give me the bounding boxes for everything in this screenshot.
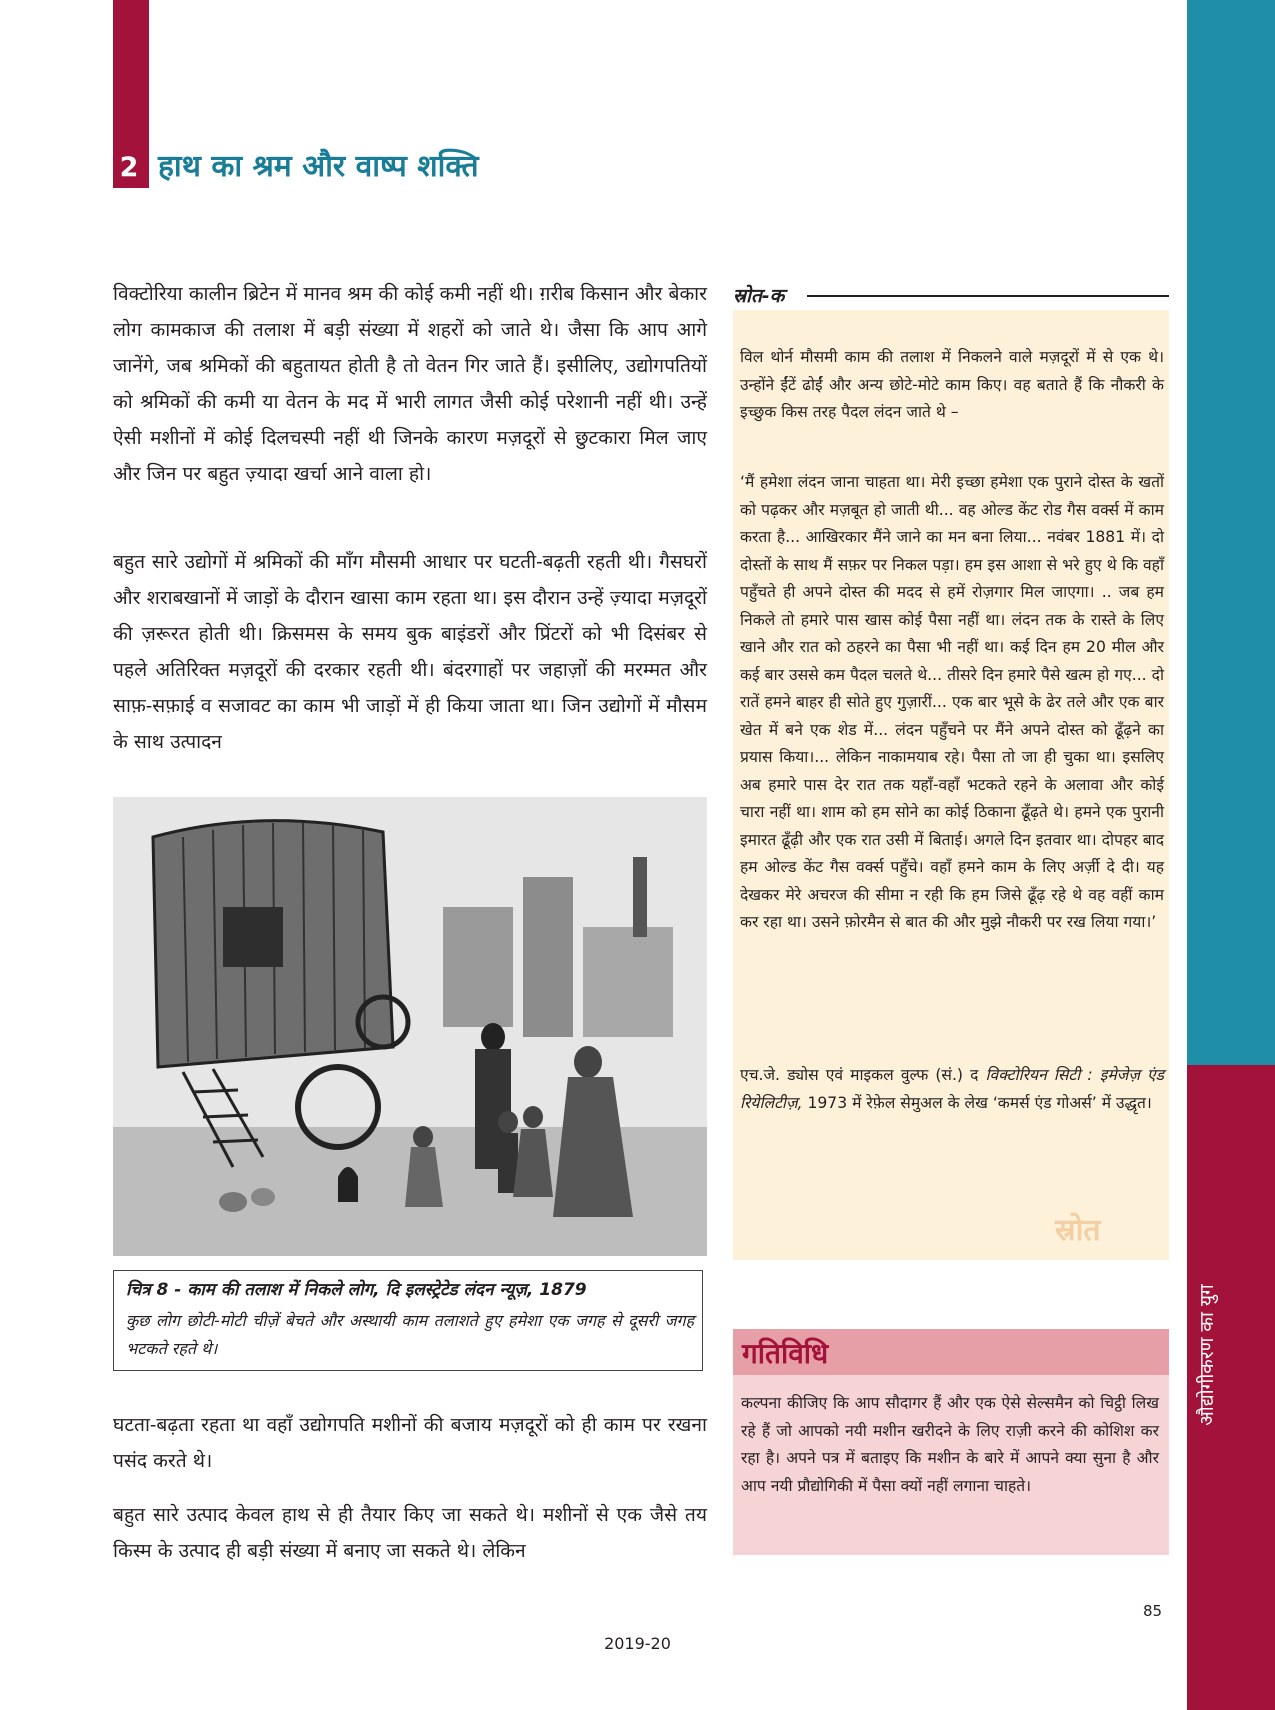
section-title: हाथ का श्रम और वाष्प शक्ति xyxy=(158,149,479,184)
source-intro: विल थोर्न मौसमी काम की तलाश में निकलने वाले मज़दूरों में से एक थे। उन्होंने ईंटें ढोईं और अन्य छोटे-मोटे काम किए। वह बताते हैं कि नौकरी के इच्छुक किस तरह पैदल लंदन जाते थे – xyxy=(740,348,1164,421)
activity-text: कल्पना कीजिए कि आप सौदागर हैं और एक ऐसे सेल्समैन को चिट्ठी लिख रहे हैं जो आपको नयी मशीन खरीदने के लिए राज़ी करने की कोशिश कर रहा है। अपने पत्र में बताइए कि मशीन के बारे में आपने क्या सुना है और आप नयी प्रौद्योगिकी में पैसा क्यों नहीं लगाना चाहते। xyxy=(741,1394,1159,1495)
source-heading: स्रोत-क xyxy=(733,285,785,307)
section-number: 2 xyxy=(113,148,145,188)
figure-caption-text: कुछ लोग छोटी-मोटी चीज़ें बेचते और अस्थायी काम तलाशते हुए हमेशा एक जगह से दूसरी जगह भटकते रहते थे। xyxy=(126,1311,694,1358)
citation-suffix: 1973 में रेफ़ेल सेमुअल के लेख ‘कमर्स एंड गोअर्स’ में उद्धृत। xyxy=(802,1093,1152,1112)
source-watermark: स्रोत xyxy=(1055,1213,1101,1248)
body-paragraph-2: बहुत सारे उद्योगों में श्रमिकों की माँग मौसमी आधार पर घटती-बढ़ती रहती थी। गैसघरों और शराबखानों में जाड़ों के दौरान खासा काम रहता था। इस दौरान उन्हें ज़्यादा मज़दूरों की ज़रूरत होती थी। क्रिसमस के समय बुक बाइंडरों और प्रिंटरों को भी दिसंबर से पहले अतिरिक्त मज़दूरों की दरकार रहती थी। बंदरगाहों पर जहाज़ों की मरम्मत और साफ़-सफ़ाई व सजावट का काम भी जाड़ों में ही किया जाता था। जिन उद्योगों में मौसम के साथ उत्पादन xyxy=(113,550,707,753)
figure-caption-box xyxy=(113,1270,703,1371)
edition-year: 2019-20 xyxy=(604,1634,671,1653)
body-paragraph-3: घटता-बढ़ता रहता था वहाँ उद्योगपति मशीनों की बजाय मज़दूरों को ही काम पर रखना पसंद करते थे। xyxy=(113,1413,707,1472)
edge-strip-teal xyxy=(1187,0,1275,1065)
citation-prefix: एच.जे. ड्योस एवं माइकल वुल्फ (सं.) द xyxy=(740,1066,986,1084)
citation-title: विक्टोरियन सिटी : इमेजेज़ एंड रियेलिटीज़, xyxy=(740,1066,1164,1112)
chapter-side-label: औद्योगीकरण का युग xyxy=(1196,1284,1218,1426)
illustration-caravan xyxy=(113,797,707,1256)
source-heading-rule xyxy=(807,295,1169,297)
body-paragraph-4: बहुत सारे उत्पाद केवल हाथ से ही तैयार किए जा सकते थे। मशीनों से एक जैसे तय किस्म के उत्पाद ही बड़ी संख्या में बनाए जा सकते थे। लेकिन xyxy=(113,1503,707,1562)
page-number: 85 xyxy=(1143,1602,1163,1620)
activity-title: गतिविधि xyxy=(742,1337,829,1370)
source-citation xyxy=(740,1062,1164,1117)
source-quote: ‘मैं हमेशा लंदन जाना चाहता था। मेरी इच्छा हमेशा एक पुराने दोस्त के खतों को पढ़कर और मज़बूत हो जाती थी... वह ओल्ड केंट रोड गैस वर्क्स में काम करता है... आखिरकार मैंने जाने का मन बना लिया... नवंबर 1881 में। दो दोस्तों के साथ मैं सफ़र पर निकल पड़ा। हम इस आशा से भरे हुए थे कि वहाँ पहुँचते ही अपने दोस्त की मदद से हमें रोज़गार मिल जाएगा। .. जब हम निकले तो हमारे पास खास कोई पैसा नहीं था। लंदन तक के रास्ते के लिए खाने और रात को ठहरने का पैसा भी नहीं था। कई दिन हम 20 मील और कई बार उससे कम पैदल चलते थे... तीसरे दिन हमारे पैसे खत्म हो गए... दो रातें हमने बाहर ही सोते हुए गुज़ारीं... एक बार भूसे के ढेर तले और एक बार खेत में बने एक शेड में... लंदन पहुँचने पर मैंने अपने दोस्त को ढूँढ़ने का प्रयास किया।... लेकिन नाकामयाब रहे। पैसा तो जा ही चुका था। इसलिए अब हमारे पास देर रात तक यहाँ-वहाँ भटकते रहने के अलावा और कोई चारा नहीं था। शाम को हम सोने का कोई ठिकाना ढूँढ़ते थे। हमने एक पुरानी इमारत ढूँढ़ी और एक रात उसी में बिताई। अगले दिन इतवार था। दोपहर बाद हम ओल्ड केंट गैस वर्क्स पहुँचे। वहाँ हमने काम के लिए अर्ज़ी दे दी। यह देखकर मेरे अचरज की सीमा न रही कि हम जिसे ढूँढ़ रहे थे वह वहीं काम कर रहा था। उसने फ़ोरमैन से बात की और मुझे नौकरी पर रख लिया गया।’ xyxy=(740,473,1164,931)
figure-caption-title: चित्र 8 - काम की तलाश में निकले लोग, दि इलस्ट्रेटेड लंदन न्यूज़, 1879 xyxy=(126,1280,587,1300)
body-paragraph-1: विक्टोरिया कालीन ब्रिटेन में मानव श्रम की कोई कमी नहीं थी। ग़रीब किसान और बेकार लोग कामकाज की तलाश में बड़ी संख्या में शहरों को जाते थे। जैसा कि आप आगे जानेंगे, जब श्रमिकों की बहुतायत होती है तो वेतन गिर जाते हैं। इसीलिए, उद्योगपतियों को श्रमिकों की कमी या वेतन के मद में भारी लागत जैसी कोई परेशानी नहीं थी। उन्हें ऐसी मशीनों में कोई दिलचस्पी नहीं थी जिनके कारण मज़दूरों से छुटकारा मिल जाए और जिन पर बहुत ज़्यादा खर्चा आने वाला हो। xyxy=(113,282,707,485)
